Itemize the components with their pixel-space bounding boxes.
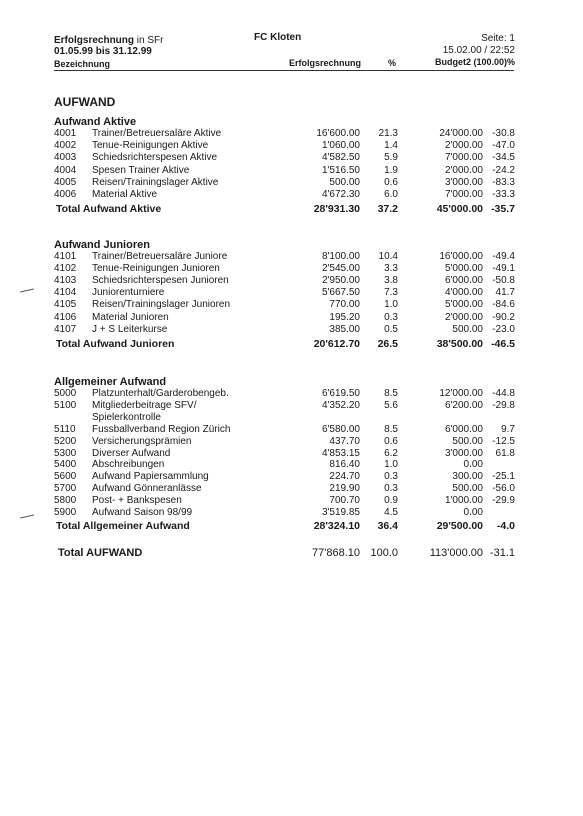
section-title-allgemein: Allgemeiner Aufwand: [54, 376, 167, 388]
actual-value: 4'582.50: [321, 152, 360, 164]
grand-total-deviation: -31.1: [489, 547, 515, 559]
budget-deviation: -12.5: [492, 435, 515, 447]
section-total-value: 20'612.70: [313, 337, 360, 350]
budget-value: 7'000.00: [444, 189, 483, 200]
budget-value: 2'000.00: [444, 140, 483, 152]
account-code: 4103: [54, 275, 77, 287]
account-code: 5110: [54, 423, 76, 435]
account-name: Tenue-Reinigungen Junioren: [92, 263, 220, 275]
table-row: [0, 263, 583, 275]
budget-value: 16'000.00: [439, 251, 483, 262]
actual-value: 224.70: [329, 471, 360, 483]
grand-total-value: 77'868.10: [312, 547, 360, 559]
percent-share: 5.6: [384, 399, 398, 411]
actual-value: 4'672.30: [321, 189, 360, 200]
percent-share: 4.5: [384, 507, 398, 518]
percent-share: 7.3: [384, 287, 398, 299]
account-code: 5100: [54, 399, 77, 411]
percent-share: 3.3: [384, 263, 398, 275]
report-title-main: Erfolgsrechnung: [54, 35, 135, 46]
budget-deviation: -49.1: [492, 263, 515, 275]
budget-value: 0.00: [463, 459, 483, 471]
section-total-row: [0, 520, 583, 532]
percent-share: 0.3: [384, 471, 398, 483]
percent-share: 0.6: [384, 435, 398, 447]
table-row: [0, 287, 583, 299]
budget-value: 7'000.00: [444, 152, 483, 164]
account-name: Material Aktive: [92, 189, 158, 200]
account-code: 4004: [54, 164, 77, 176]
table-row: [0, 448, 583, 460]
percent-share: 10.4: [378, 251, 398, 262]
table-row: [0, 495, 583, 507]
account-name: Platzunterhalt/Garderobengeb.: [92, 388, 229, 399]
table-row: [0, 312, 583, 324]
budget-deviation: -24.2: [492, 164, 515, 176]
budget-value: 1'000.00: [444, 495, 483, 507]
account-code: 4005: [54, 176, 77, 188]
account-code: 5400: [54, 459, 77, 471]
grand-total-pct: 100.0: [370, 547, 398, 559]
percent-share: 1.0: [384, 459, 398, 471]
table-row: [0, 400, 583, 412]
account-code: 4001: [54, 128, 77, 139]
actual-value: 500.00: [329, 176, 360, 188]
budget-deviation: -33.3: [492, 189, 515, 200]
print-timestamp: 15.02.00 / 22:52: [442, 45, 515, 56]
percent-share: 0.3: [384, 483, 398, 495]
budget-value: 12'000.00: [439, 388, 483, 399]
percent-share: 0.6: [384, 176, 398, 188]
account-name: Material Junioren: [92, 311, 169, 323]
actual-value: 385.00: [329, 323, 360, 335]
budget-value: 500.00: [452, 435, 483, 447]
table-row: [0, 507, 583, 519]
section-total-pct: 26.5: [377, 337, 398, 350]
account-name: J + S Leiterkurse: [92, 323, 168, 335]
account-code: 5300: [54, 447, 77, 459]
account-name: Diverser Aufwand: [92, 447, 171, 459]
budget-deviation: -29.8: [492, 399, 515, 411]
page-number: Seite: 1: [481, 33, 515, 44]
budget-deviation: 61.8: [495, 447, 515, 459]
account-code: 4006: [54, 189, 77, 200]
percent-share: 8.5: [384, 423, 398, 435]
percent-share: 5.9: [384, 152, 398, 164]
table-row: [0, 275, 583, 287]
percent-share: 0.9: [384, 495, 398, 507]
budget-value: 500.00: [452, 483, 483, 495]
table-row: [0, 189, 583, 201]
table-row: [0, 177, 583, 189]
budget-value: 4'000.00: [444, 287, 483, 299]
account-name: Tenue-Reinigungen Aktive: [92, 140, 209, 152]
account-name: Reisen/Trainingslager Junioren: [92, 299, 231, 311]
actual-value: 16'600.00: [316, 128, 360, 139]
table-row: [0, 412, 583, 424]
budget-deviation: -29.9: [492, 495, 515, 507]
account-code: 4105: [54, 299, 77, 311]
section-total-deviation: -46.5: [491, 337, 515, 350]
account-name: Juniorenturniere: [92, 287, 165, 299]
actual-value: 437.70: [329, 435, 360, 447]
budget-deviation: -90.2: [492, 311, 515, 323]
account-name: Trainer/Betreuersaläre Juniore: [92, 251, 228, 262]
table-row: [0, 140, 583, 152]
report-title-currency: in SFr: [134, 35, 164, 46]
budget-deviation: -84.6: [492, 299, 515, 311]
section-total-row: [0, 338, 583, 350]
account-name: Trainer/Betreuersaläre Aktive: [92, 128, 222, 139]
section-total-pct: 36.4: [377, 519, 398, 532]
section-title-aktive: Aufwand Aktive: [54, 116, 137, 128]
budget-value: 5'000.00: [444, 263, 483, 275]
section-total-value: 28'931.30: [313, 203, 360, 216]
actual-value: 219.90: [329, 483, 360, 495]
account-code: 5200: [54, 435, 77, 447]
budget-value: 6'000.00: [444, 423, 483, 435]
percent-share: 1.4: [384, 140, 398, 152]
percent-share: 0.5: [384, 323, 398, 335]
budget-value: 300.00: [452, 471, 483, 483]
account-name: Abschreibungen: [92, 459, 165, 471]
actual-value: 3'519.85: [321, 507, 360, 518]
grand-total-row: [0, 547, 583, 559]
table-row: [0, 424, 583, 436]
budget-value: 0.00: [463, 507, 483, 518]
actual-value: 700.70: [329, 495, 360, 507]
budget-deviation: -23.0: [492, 323, 515, 335]
section-total-value: 28'324.10: [313, 519, 360, 532]
table-row: [0, 459, 583, 471]
account-name: Reisen/Trainingslager Aktive: [92, 176, 219, 188]
report-period: 01.05.99 bis 31.12.99: [54, 46, 152, 57]
account-code: 5600: [54, 471, 77, 483]
budget-value: 3'000.00: [444, 176, 483, 188]
report-title: [54, 35, 163, 46]
percent-share: 0.3: [384, 311, 398, 323]
table-row: [0, 128, 583, 140]
account-code: 5000: [54, 388, 77, 399]
table-row: [0, 324, 583, 336]
budget-deviation: -47.0: [492, 140, 515, 152]
actual-value: 770.00: [329, 299, 360, 311]
grand-total-label: Total AUFWAND: [58, 547, 143, 559]
column-header-percent: %: [388, 58, 397, 68]
table-row: [0, 152, 583, 164]
actual-value: 5'667.50: [321, 287, 360, 299]
account-name: Versicherungsprämien: [92, 435, 192, 447]
account-code: 5800: [54, 495, 77, 507]
header-divider: [54, 70, 514, 71]
section-total-label: Total Allgemeiner Aufwand: [56, 519, 190, 532]
budget-value: 5'000.00: [444, 299, 483, 311]
account-name: Aufwand Saison 98/99: [92, 507, 193, 518]
section-total-row: [0, 203, 583, 215]
main-title: AUFWAND: [54, 95, 116, 109]
percent-share: 3.8: [384, 275, 398, 287]
actual-value: 195.20: [329, 311, 360, 323]
table-row: [0, 483, 583, 495]
account-code: 4104: [54, 287, 77, 299]
section-total-label: Total Aufwand Junioren: [56, 337, 175, 350]
percent-share: 6.2: [384, 447, 398, 459]
club-name: FC Kloten: [254, 32, 302, 43]
account-code: 5900: [54, 507, 77, 518]
actual-value: 8'100.00: [321, 251, 360, 262]
account-name: Aufwand Papiersammlung: [92, 471, 209, 483]
budget-value: 3'000.00: [444, 447, 483, 459]
account-name: Fussballverband Region Zürich: [92, 423, 231, 435]
account-code: 4107: [54, 323, 77, 335]
budget-deviation: -50.8: [492, 275, 515, 287]
budget-deviation: -44.8: [492, 388, 515, 399]
actual-value: 2'950.00: [321, 275, 360, 287]
table-row: [0, 471, 583, 483]
table-row: [0, 165, 583, 177]
account-code: 4002: [54, 140, 77, 152]
section-total-deviation: -35.7: [491, 203, 515, 216]
actual-value: 816.40: [329, 459, 360, 471]
section-total-pct: 37.2: [377, 203, 398, 216]
table-row: [0, 436, 583, 448]
account-code: 4106: [54, 311, 77, 323]
account-name: Post- + Bankspesen: [92, 495, 182, 507]
account-name: Mitgliederbeitrage SFV/: [92, 399, 197, 411]
account-code: 4003: [54, 152, 77, 164]
budget-value: 500.00: [452, 323, 483, 335]
actual-value: 2'545.00: [321, 263, 360, 275]
actual-value: 1'060.00: [321, 140, 360, 152]
account-name: Spesen Trainer Aktive: [92, 164, 190, 176]
table-row: [0, 299, 583, 311]
actual-value: 4'853.15: [321, 447, 360, 459]
actual-value: 1'516.50: [321, 164, 360, 176]
section-total-label: Total Aufwand Aktive: [56, 203, 162, 216]
account-name: Aufwand Gönneranlässe: [92, 483, 202, 495]
column-header-erfolgsrechnung: Erfolgsrechnung: [289, 58, 362, 68]
budget-deviation: -30.8: [492, 128, 515, 139]
budget-value: 2'000.00: [444, 311, 483, 323]
account-name: Schiedsrichterspesen Aktive: [92, 152, 218, 164]
account-name: Spielerkontrolle: [92, 411, 161, 423]
actual-value: 6'619.50: [321, 388, 360, 399]
budget-deviation: -34.5: [492, 152, 515, 164]
budget-value: 6'000.00: [444, 275, 483, 287]
section-title-junioren: Aufwand Junioren: [54, 239, 150, 251]
percent-share: 6.0: [384, 189, 398, 200]
budget-value: 24'000.00: [439, 128, 483, 139]
table-row: [0, 251, 583, 263]
section-total-budget: 38'500.00: [436, 337, 483, 350]
percent-share: 1.0: [384, 299, 398, 311]
budget-deviation: -56.0: [492, 483, 515, 495]
account-code: 4102: [54, 263, 77, 275]
budget-deviation: 41.7: [495, 287, 515, 299]
account-name: Schiedsrichterspesen Junioren: [92, 275, 229, 287]
percent-share: 8.5: [384, 388, 398, 399]
budget-value: 2'000.00: [444, 164, 483, 176]
account-code: 5700: [54, 483, 77, 495]
percent-share: 1.9: [384, 164, 398, 176]
section-total-budget: 45'000.00: [436, 203, 483, 216]
budget-value: 6'200.00: [444, 399, 483, 411]
actual-value: 4'352.20: [321, 399, 360, 411]
account-code: 4101: [54, 251, 77, 262]
section-total-deviation: -4.0: [496, 519, 515, 532]
percent-share: 21.3: [378, 128, 398, 139]
grand-total-budget: 113'000.00: [429, 547, 483, 559]
actual-value: 6'580.00: [321, 423, 360, 435]
budget-deviation: 9.7: [501, 423, 515, 435]
budget-deviation: -49.4: [492, 251, 515, 262]
budget-deviation: -25.1: [492, 471, 515, 483]
table-row: [0, 388, 583, 400]
column-header-bezeichnung: Bezeichnung: [54, 59, 111, 69]
column-header-budget: Budget2 (100.00)%: [434, 57, 515, 67]
section-total-budget: 29'500.00: [436, 519, 483, 532]
budget-deviation: -83.3: [492, 176, 515, 188]
